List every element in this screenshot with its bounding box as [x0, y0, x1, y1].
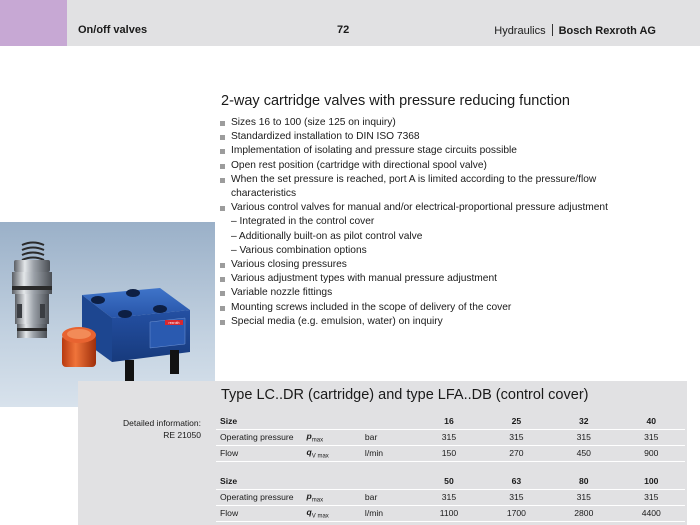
row-unit: bar: [361, 489, 415, 505]
feature-continuation: characteristics: [231, 188, 297, 200]
row-label: Operating pressure: [216, 489, 303, 505]
size-value: 63: [483, 473, 550, 489]
table-row: [216, 473, 685, 489]
detail-info-ref: RE 21050: [163, 429, 201, 440]
cell-value: 315: [483, 429, 550, 445]
spec-table: [216, 473, 685, 522]
feature-item: Special media (e.g. emulsion, water) on inquiry: [219, 315, 679, 329]
size-value: 32: [550, 413, 617, 429]
feature-subitem: – Integrated in the control cover: [231, 216, 375, 228]
table-row: [216, 413, 685, 429]
row-label: Flow: [216, 445, 303, 461]
row-unit: bar: [361, 429, 415, 445]
size-value: 50: [415, 473, 482, 489]
cell-value: 900: [618, 445, 685, 461]
header-accent-block: [0, 0, 67, 46]
page-header: [0, 0, 700, 46]
cell-value: 4400: [618, 505, 685, 521]
header-divider: [552, 24, 553, 36]
size-header: Size: [216, 473, 303, 489]
feature-item: Sizes 16 to 100 (size 125 on inquiry): [219, 116, 679, 130]
cell-value: 315: [415, 429, 482, 445]
cell-value: 450: [550, 445, 617, 461]
section-title: Type LC..DR (cartridge) and type LFA..DB (control cover): [221, 387, 589, 403]
cell-value: 315: [618, 489, 685, 505]
cell-value: 315: [550, 489, 617, 505]
size-value: 25: [483, 413, 550, 429]
cell-value: 150: [415, 445, 482, 461]
cell-value: 1100: [415, 505, 482, 521]
feature-subitem: – Additionally built-on as pilot control valve: [231, 230, 423, 242]
row-symbol: $q_{V max}$: [303, 445, 361, 461]
feature-item: When the set pressure is reached, port A is limited according to the pressure/flow: [219, 173, 679, 187]
header-brand: [494, 24, 656, 37]
cell-value: 315: [618, 429, 685, 445]
cell-value: 315: [483, 489, 550, 505]
section-name: On/off valves: [78, 24, 148, 36]
feature-list: [219, 116, 679, 329]
page-number: 72: [337, 24, 350, 36]
brand-logo: [165, 320, 183, 325]
row-symbol: $p_{max}$: [303, 489, 361, 505]
row-label: Operating pressure: [216, 429, 303, 445]
size-header: Size: [216, 413, 303, 429]
size-value: 80: [550, 473, 617, 489]
spring-icon: [22, 243, 44, 261]
feature-subitem: – Various combination options: [231, 244, 367, 256]
table-row: [216, 429, 685, 445]
row-symbol: $q_{V max}$: [303, 505, 361, 521]
feature-item: Standardized installation to DIN ISO 7368: [219, 130, 679, 144]
table-row: [216, 505, 685, 521]
row-unit: l/min: [361, 445, 415, 461]
size-value: 40: [618, 413, 685, 429]
feature-item: Open rest position (cartridge with directional spool valve): [219, 159, 679, 173]
detail-info-label: Detailed information:: [123, 418, 201, 428]
cell-value: 270: [483, 445, 550, 461]
company-name: Bosch Rexroth AG: [558, 25, 656, 37]
feature-item: Various closing pressures: [219, 258, 679, 272]
size-value: 100: [618, 473, 685, 489]
valve-illustration: [0, 222, 215, 407]
feature-item: Mounting screws included in the scope of delivery of the cover: [219, 301, 679, 315]
cell-value: 1700: [483, 505, 550, 521]
svg-text:rexroth: rexroth: [168, 321, 180, 325]
page-title: 2-way cartridge valves with pressure reducing function: [221, 93, 570, 109]
table-row: [216, 445, 685, 461]
cell-value: 2800: [550, 505, 617, 521]
feature-item: Various adjustment types with manual pressure adjustment: [219, 272, 679, 286]
cell-value: 315: [550, 429, 617, 445]
row-symbol: $p_{max}$: [303, 429, 361, 445]
feature-item: Variable nozzle fittings: [219, 286, 679, 300]
detail-info: [123, 418, 201, 441]
feature-item: Implementation of isolating and pressure stage circuits possible: [219, 144, 679, 158]
product-photo: [0, 222, 215, 407]
row-label: Flow: [216, 505, 303, 521]
row-unit: l/min: [361, 505, 415, 521]
table-row: [216, 489, 685, 505]
feature-item: Various control valves for manual and/or electrical-proportional pressure adjustment: [219, 201, 679, 215]
cell-value: 315: [415, 489, 482, 505]
spec-table: [216, 413, 685, 462]
division-name: Hydraulics: [494, 25, 546, 37]
size-value: 16: [415, 413, 482, 429]
